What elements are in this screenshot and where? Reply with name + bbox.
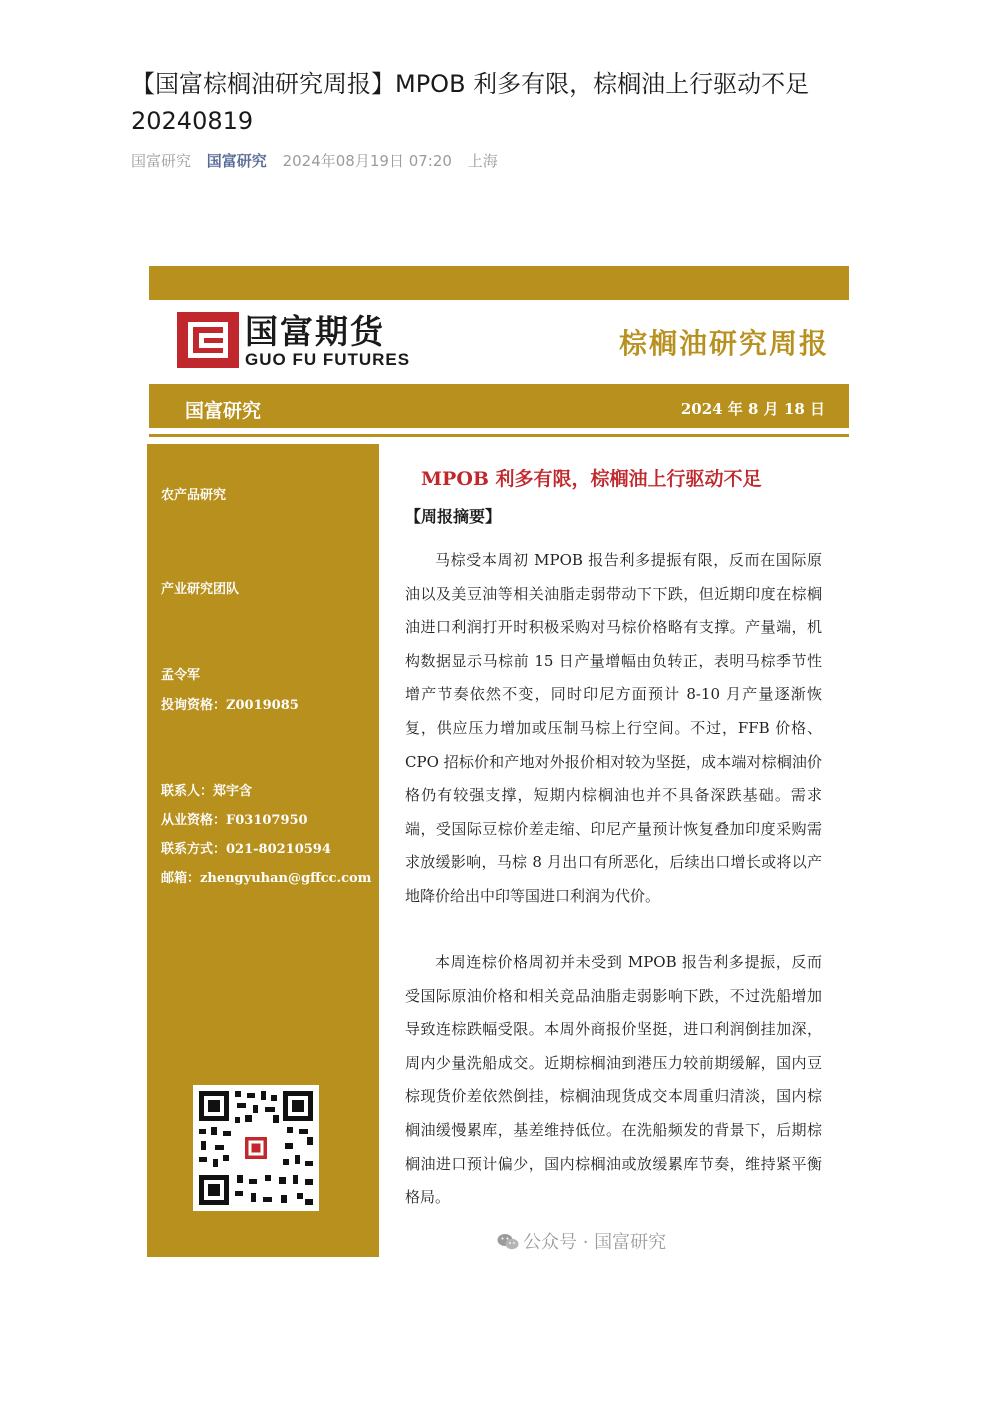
- band-divider: [149, 434, 849, 437]
- sidebar-contact-name: 联系人：郑宇含: [161, 784, 253, 799]
- sidebar-contact-phone: 联系方式：021-80210594: [161, 842, 331, 857]
- article-meta: [131, 150, 509, 171]
- account-link[interactable]: 国富研究: [206, 152, 267, 170]
- summary-paragraph: 马棕受本周初 MPOB 报告利多提振有限，反而在国际原油以及美豆油等相关油脂走弱带动下下跌，但近期印度在棕榈油进口利润打开时积极采购对马棕价格略有支撑。产量端，机构数据显示马棕前 15 日产量增幅由负转正，表明马棕季节性增产节奏依然不变，同时印尼方面预计 8-10 月产量逐渐恢复，供应压力增加或压制马棕上行空间。不过，FFB 价格、CPO 招标价和产地对外报价相对较为坚挺，成本端对棕榈油价格仍有较强支撑，短期内棕榈油也并不具备深跌基础。需求端，受国际豆棕价差走缩、印尼产量预计恢复叠加印度采购需求放缓影响，马棕 8 月出口有所恶化，后续出口增长或将以产地降价给出中印等国进口利润为代价。: [405, 551, 822, 905]
- summary-paragraph: 本周连棕价格周初并未受到 MPOB 报告利多提振，反而受国际原油价格和相关竞品油脂走弱影响下跌，不过洗船增加导致连棕跌幅受限。本周外商报价坚挺，进口利润倒挂加深，周内少量洗船成交。近期棕榈油到港压力较前期缓解，国内豆棕现货价差依然倒挂，棕榈油现货成交本周重归清淡，国内棕榈油缓慢累库，基差维持低位。在洗船频发的背景下，后期棕榈油进口预计偏少，国内棕榈油或放缓累库节奏，维持紧平衡格局。: [405, 953, 822, 1207]
- author-name: 国富研究: [131, 152, 192, 170]
- sidebar-contact-email: 邮箱：zhengyuhan@gffcc.com: [161, 871, 372, 886]
- report-image: [147, 266, 849, 1258]
- report-name: 棕榈油研究周报: [618, 327, 829, 360]
- band-department: 国富研究: [185, 400, 262, 422]
- report-sidebar: [147, 444, 379, 1257]
- sidebar-category: 农产品研究: [161, 488, 227, 503]
- wechat-icon: [497, 1233, 519, 1251]
- sidebar-contact-cert: 从业资格：F03107950: [161, 813, 308, 828]
- watermark-text: 公众号 · 国富研究: [523, 1232, 667, 1253]
- logo-mark-icon: [177, 312, 239, 368]
- article-title: 【国富棕榈油研究周报】MPOB 利多有限，棕榈油上行驱动不足 20240819: [131, 70, 810, 135]
- sidebar-team: 产业研究团队: [161, 582, 240, 597]
- logo-english-name: GUO FU FUTURES: [245, 350, 411, 369]
- logo-chinese-name: 国富期货: [245, 312, 385, 351]
- company-logo: [177, 310, 437, 376]
- publish-datetime: 2024年08月19日 07:20: [282, 152, 452, 170]
- report-headline: MPOB 利多有限，棕榈油上行驱动不足: [421, 468, 762, 490]
- account-watermark: [497, 1228, 666, 1254]
- sidebar-analyst-cert: 投询资格：Z0019085: [161, 698, 299, 713]
- summary-label: 【周报摘要】: [405, 507, 502, 526]
- qr-code-icon: [193, 1085, 319, 1211]
- report-band: [149, 384, 849, 428]
- band-date: 2024 年 8 月 18 日: [680, 400, 825, 418]
- report-top-bar: [149, 266, 849, 300]
- publish-location: 上海: [467, 152, 498, 170]
- sidebar-analyst-name: 孟令军: [161, 668, 201, 683]
